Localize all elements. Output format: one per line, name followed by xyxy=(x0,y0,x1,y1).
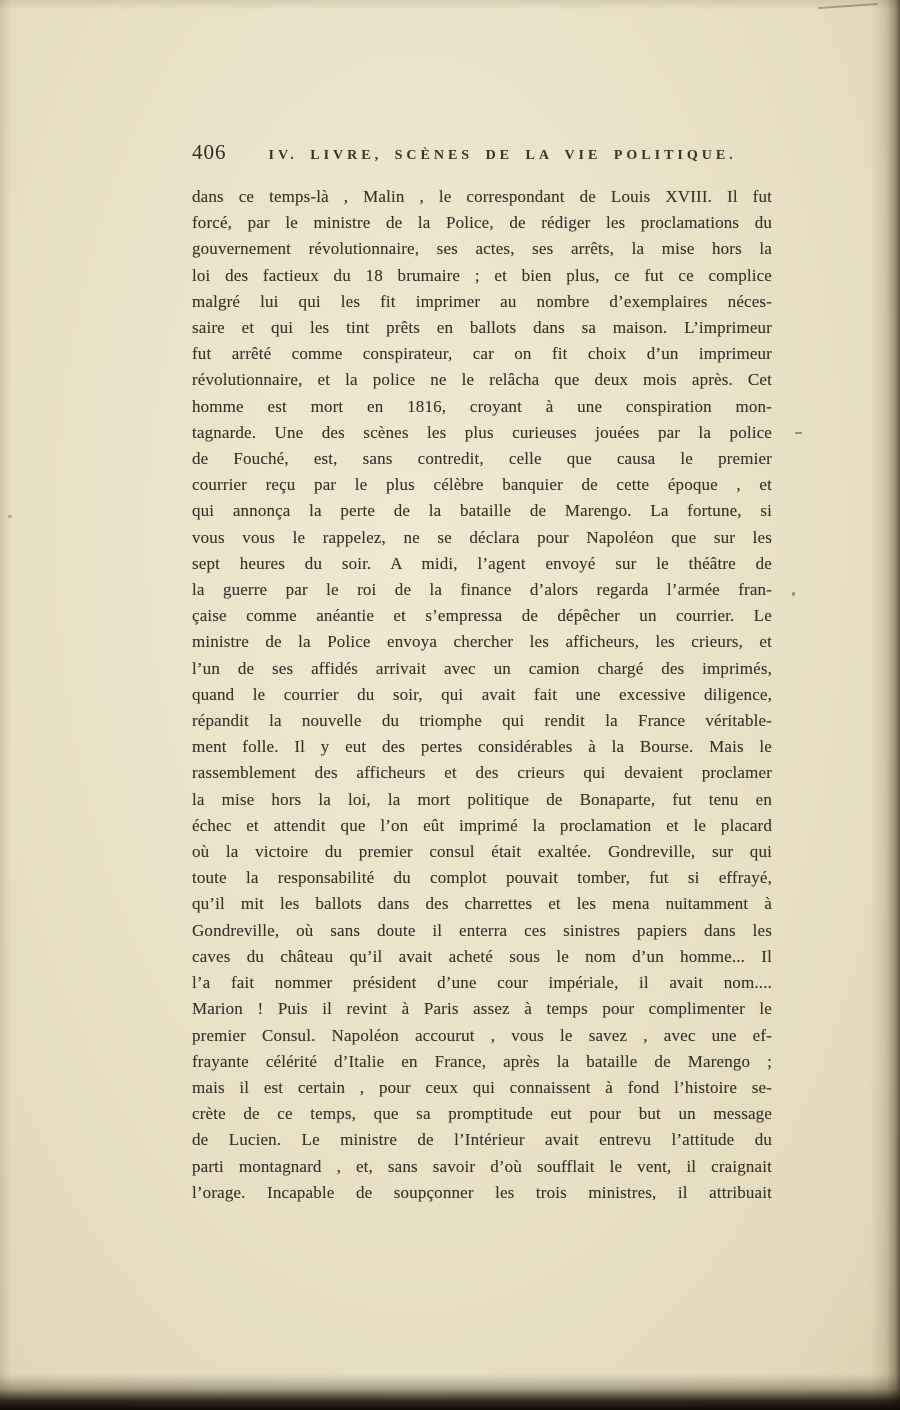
text-line: homme est mort en 1816, croyant à une conspiration mon- xyxy=(192,396,772,416)
text-line: mais il est certain , pour ceux qui connaissent à fond l’histoire se- xyxy=(192,1077,772,1097)
text-line: crète de ce temps, que sa promptitude eut pour but un message xyxy=(192,1104,772,1124)
text-line: tagnarde. Une des scènes les plus curieuses jouées par la police xyxy=(192,422,772,442)
scan-edge-right xyxy=(870,0,900,1410)
text-line: qu’il mit les ballots dans des charrettes et les mena nuitamment à xyxy=(192,894,772,914)
text-line: loi des factieux du 18 brumaire ; et bien plus, ce fut ce complice xyxy=(192,265,772,285)
text-line: qui annonça la perte de la bataille de Marengo. La fortune, si xyxy=(192,501,772,521)
text-line: saire et qui les tint prêts en ballots dans sa maison. L’imprimeur xyxy=(192,318,772,338)
text-line: caves du château qu’il avait acheté sous le nom d’un homme... Il xyxy=(192,946,772,966)
scan-edge-top xyxy=(0,0,900,10)
text-line: vous vous le rappelez, ne se déclara pour Napoléon que sur les xyxy=(192,527,772,547)
running-title: IV. LIVRE, SCÈNES DE LA VIE POLITIQUE. xyxy=(268,148,737,163)
text-line: échec et attendit que l’on eût imprimé la proclamation et le placard xyxy=(192,815,772,835)
page-header xyxy=(192,140,772,168)
scan-speck xyxy=(792,592,795,596)
page-text-block xyxy=(192,184,772,1206)
scan-edge-bottom xyxy=(0,1374,900,1410)
scan-corner-mark xyxy=(818,3,878,9)
text-line: ment folle. Il y eut des pertes considérables à la Bourse. Mais le xyxy=(192,737,772,757)
text-line: parti montagnard , et, sans savoir d’où soufflait le vent, il craignait xyxy=(192,1156,772,1176)
text-line: çaise comme anéantie et s’empressa de dépêcher un courrier. Le xyxy=(192,606,772,626)
text-line: gouvernement révolutionnaire, ses actes, ses arrêts, la mise hors la xyxy=(192,239,772,259)
text-line: la mise hors la loi, la mort politique de Bonaparte, fut tenu en xyxy=(192,789,772,809)
text-line: courrier reçu par le plus célèbre banquier de cette époque , et xyxy=(192,475,772,495)
text-line: toute la responsabilité du complot pouvait tomber, fut si effrayé, xyxy=(192,868,772,888)
text-line: fut arrêté comme conspirateur, car on fit choix d’un imprimeur xyxy=(192,344,772,364)
text-line: quand le courrier du soir, qui avait fait une excessive diligence, xyxy=(192,684,772,704)
text-line: sept heures du soir. A midi, l’agent envoyé sur le théâtre de xyxy=(192,553,772,573)
text-line: malgré lui qui les fit imprimer au nombre d’exemplaires néces- xyxy=(192,291,772,311)
text-line: Gondreville, où sans doute il enterra ces sinistres papiers dans les xyxy=(192,920,772,940)
text-column xyxy=(192,140,772,1206)
text-line: répandit la nouvelle du triomphe qui rendit la France véritable- xyxy=(192,711,772,731)
scan-speck xyxy=(8,515,12,518)
text-line: la guerre par le roi de la finance d’alors regarda l’armée fran- xyxy=(192,580,772,600)
text-line: de Lucien. Le ministre de l’Intérieur avait entrevu l’attitude du xyxy=(192,1130,772,1150)
text-line: révolutionnaire, et la police ne le relâcha que deux mois après. Cet xyxy=(192,370,772,390)
text-line: Marion ! Puis il revint à Paris assez à temps pour complimenter le xyxy=(192,999,772,1019)
text-line: forcé, par le ministre de la Police, de rédiger les proclamations du xyxy=(192,213,772,233)
page-number: 406 xyxy=(192,140,227,164)
text-line: où la victoire du premier consul était exaltée. Gondreville, sur qui xyxy=(192,842,772,862)
text-line: l’un de ses affidés arrivait avec un camion chargé des imprimés, xyxy=(192,658,772,678)
text-line: dans ce temps-là , Malin , le correspondant de Louis XVIII. Il fut xyxy=(192,187,772,206)
scan-edge-left xyxy=(0,0,12,1410)
text-line: premier Consul. Napoléon accourut , vous le savez , avec une ef- xyxy=(192,1025,772,1045)
scan-speck xyxy=(795,432,802,434)
text-line: l’a fait nommer président d’une cour impériale, il avait nom.... xyxy=(192,973,772,993)
text-line: frayante célérité d’Italie en France, après la bataille de Marengo ; xyxy=(192,1051,772,1071)
text-line: l’orage. Incapable de soupçonner les trois ministres, il attribuait xyxy=(192,1182,772,1202)
text-line: ministre de la Police envoya chercher les afficheurs, les crieurs, et xyxy=(192,632,772,652)
text-line: de Fouché, est, sans contredit, celle que causa le premier xyxy=(192,449,772,469)
text-line: rassemblement des afficheurs et des crieurs qui devaient proclamer xyxy=(192,763,772,783)
